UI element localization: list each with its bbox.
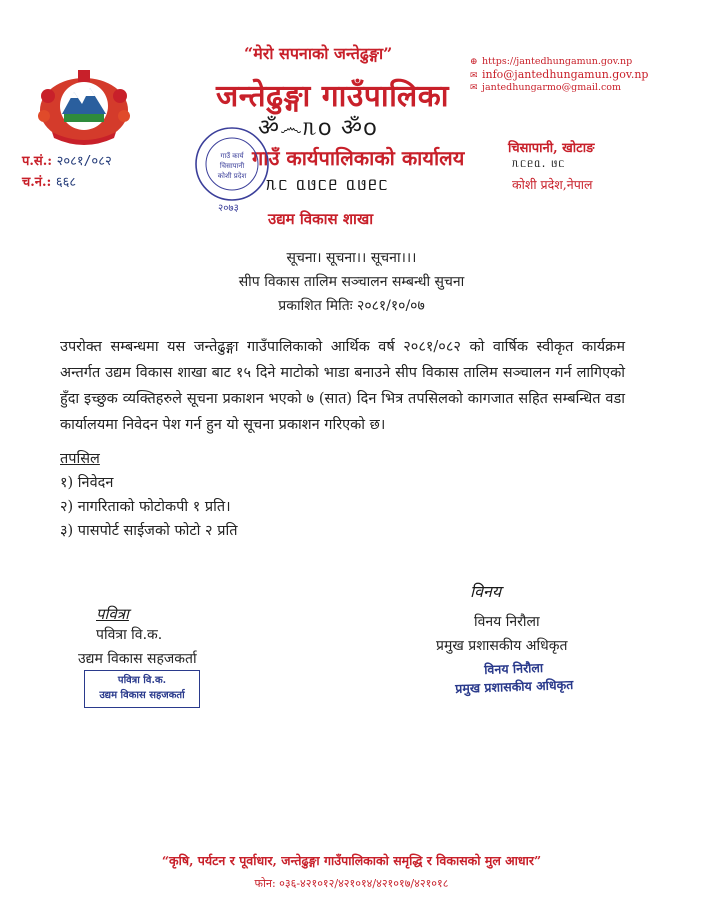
ref-value: २०८१/०८२ xyxy=(56,154,112,169)
left-signatory-designation: उद्यम विकास सहजकर्ता xyxy=(78,651,197,667)
svg-text:कोशी प्रदेश: कोशी प्रदेश xyxy=(217,172,247,180)
email-icon: ✉ xyxy=(470,83,478,93)
notice-body: उपरोक्त सम्बन्धमा यस जन्तेढुङ्गा गाउँपालिकाको आर्थिक वर्ष २०८१/०८२ को वार्षिक स्वीकृत कार्यक्रम अन्तर्गत उद्यम विकास शाखा बाट १५ दिने माटोको भाडा बनाउने सीप विकास तालिम सञ्चालन गर्न लागिएको हुँदा इच्छुक व्यक्तिहरुले सूचना प्रकाशन भएको ७ (सात) दिन भित्र तपसिलको कागजात सहित सम्बन्धित वडा कार्यालयमा निवेदन पेश गर्न हुन यो सूचना प्रकाशन गरिएको छ। xyxy=(60,339,625,433)
municipality-name-local-script: ॐ෴ᥰ꧐ ॐ꧐ xyxy=(258,115,378,141)
notice-heading: सूचना। सूचना।। सूचना।।। xyxy=(286,250,417,266)
right-stamp-name: विनय निरौला xyxy=(483,659,544,678)
ref-label: प.सं.: xyxy=(22,154,53,169)
right-stamp-designation: प्रमुख प्रशासकीय अधिकृत xyxy=(454,676,574,697)
right-signatory-designation: प्रमुख प्रशासकीय अधिकृत xyxy=(436,638,568,654)
svg-text:गाउँ कार्य: गाउँ कार्य xyxy=(220,152,244,160)
right-name-stamp xyxy=(439,657,588,700)
right-signatory-name: विनय निरौला xyxy=(474,614,540,630)
address-line1: चिसापानी, खोटाङ xyxy=(508,141,595,156)
dispatch-value: ६६८ xyxy=(55,175,77,190)
dispatch-number xyxy=(22,172,76,190)
contact-email: ✉ info@jantedhungamun.gov.np xyxy=(470,68,649,81)
notice-date: प्रकाशित मितिः २०८१/१०/०७ xyxy=(278,298,425,314)
office-name-local-script: ᥰᥴ ᥲᥳᥴᥱ ᥲᥳᥱᥴ xyxy=(266,174,389,195)
globe-icon: ⊕ xyxy=(470,57,478,67)
ref-number xyxy=(22,151,112,169)
notice-subject: सीप विकास तालिम सञ्चालन सम्बन्धी सुचना xyxy=(238,274,465,290)
dispatch-label: च.नं.: xyxy=(22,175,52,190)
address-line2: कोशी प्रदेश,नेपाल xyxy=(512,177,593,192)
details-title: तपसिल xyxy=(60,451,100,467)
branch-name: उद्यम विकास शाखा xyxy=(268,210,374,228)
contact-email-alt: ✉ jantedhungarmo@gmail.com xyxy=(470,82,622,93)
office-name: गाउँ कार्यपालिकाको कार्यालय xyxy=(252,146,465,170)
left-signatory-name: पवित्रा वि.क. xyxy=(96,627,163,643)
footer-motto: “कृषि, पर्यटन र पूर्वाधार, जन्तेढुङ्गा गाउँपालिकाको समृद्धि र विकासको मुल आधार” xyxy=(161,853,542,868)
left-stamp-name: पवित्रा वि.क. xyxy=(117,675,167,686)
right-handwritten-signature: विनय xyxy=(470,582,502,601)
email-icon: ✉ xyxy=(470,71,478,81)
details-item: २) नागरिताको फोटोकपी १ प्रति। xyxy=(60,499,231,515)
contact-website: ⊕ https://jantedhungamun.gov.np xyxy=(470,56,633,67)
svg-text:चिसापानी: चिसापानी xyxy=(219,162,245,170)
details-item: १) निवेदन xyxy=(60,475,114,491)
left-stamp-designation: उद्यम विकास सहजकर्ता xyxy=(99,690,185,701)
slogan: “मेरो सपनाको जन्तेढुङ्गा” xyxy=(244,44,393,63)
address-local-script: ᥰᥴᥱᥲ. ᥳᥴ xyxy=(512,156,566,170)
footer-phone: फोन: ०३६-४२१०१२/४२१०१४/४२१०१७/४२१०१८ xyxy=(254,877,449,890)
left-name-stamp xyxy=(84,670,200,708)
details-item: ३) पासपोर्ट साईजको फोटो २ प्रति xyxy=(60,523,238,539)
municipality-name: जन्तेढुङ्गा गाउँपालिका xyxy=(216,79,450,114)
nepal-emblem-logo xyxy=(34,66,134,146)
left-handwritten-signature: पवित्रा xyxy=(96,605,129,623)
seal-year: २०७३ xyxy=(218,203,239,214)
